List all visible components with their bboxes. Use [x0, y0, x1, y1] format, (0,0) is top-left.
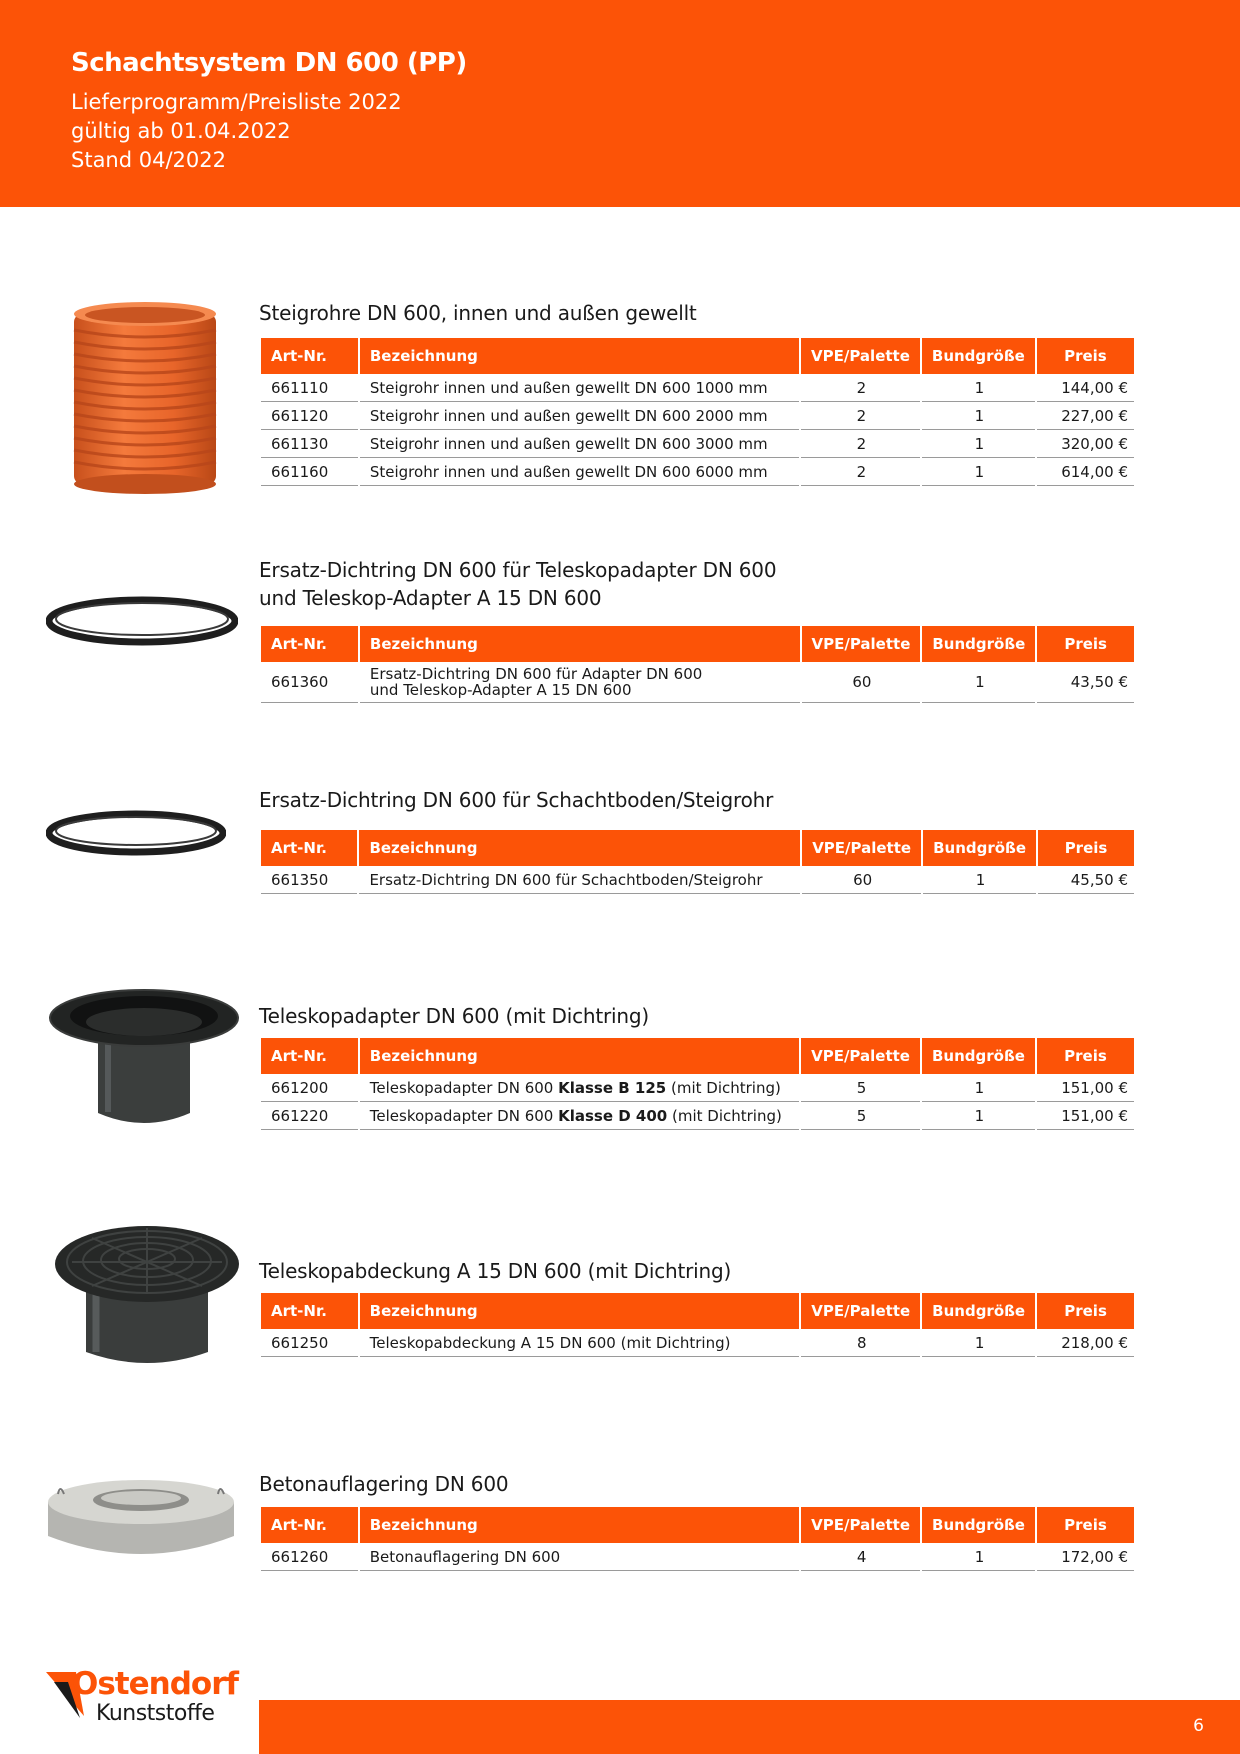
bezeichnung-suffix: (mit Dichtring) — [666, 1078, 781, 1097]
cell-bezeichnung: Betonauflagering DN 600 — [360, 1543, 799, 1571]
column-header-preis: Preis — [1038, 830, 1134, 866]
column-header-bezeichnung: Bezeichnung — [360, 1293, 800, 1329]
cell-bezeichnung: Steigrohr innen und außen gewellt DN 600 1000 mm — [360, 374, 799, 402]
cell-bund: 1 — [922, 662, 1035, 703]
column-header-vpe-palette: VPE/Palette — [802, 830, 921, 866]
column-header-art-nr: Art-Nr. — [261, 1293, 358, 1329]
cell-bezeichnung — [360, 662, 800, 703]
price-table-betonauflagering — [259, 1507, 1136, 1571]
column-header-preis: Preis — [1037, 1038, 1134, 1074]
logo-brand-text: Ostendorf — [72, 1666, 238, 1702]
column-header-bundgroesse: Bundgröße — [922, 338, 1035, 374]
table-row — [261, 866, 1134, 894]
cell-art-nr: 661360 — [261, 662, 358, 703]
telescope-cover-image — [52, 1224, 242, 1372]
company-logo — [46, 1668, 236, 1728]
cell-bezeichnung: Ersatz-Dichtring DN 600 für Schachtboden/Steigrohr — [359, 866, 800, 894]
cell-art-nr: 661110 — [261, 374, 358, 402]
table-header-row — [261, 1293, 1134, 1329]
price-table-dichtring-adapter — [259, 626, 1136, 703]
cell-preis: 227,00 € — [1037, 402, 1134, 430]
column-header-art-nr: Art-Nr. — [261, 1038, 358, 1074]
table-header-row — [261, 626, 1134, 662]
header-banner — [0, 0, 1240, 207]
logo-subtitle-text: Kunststoffe — [96, 1701, 215, 1726]
column-header-art-nr: Art-Nr. — [261, 1507, 358, 1543]
table-header-row — [261, 338, 1134, 374]
price-table-teleskopadapter — [259, 1038, 1136, 1130]
table-row — [261, 1102, 1134, 1130]
cell-preis: 151,00 € — [1037, 1074, 1134, 1102]
cell-bund: 1 — [922, 1329, 1035, 1357]
page-number: 6 — [1193, 1716, 1204, 1736]
table-header-row — [261, 830, 1134, 866]
table-row — [261, 1074, 1134, 1102]
cell-bund: 1 — [922, 1543, 1035, 1571]
column-header-preis: Preis — [1037, 1293, 1134, 1329]
cell-bund: 1 — [922, 1074, 1035, 1102]
cell-art-nr: 661260 — [261, 1543, 358, 1571]
cell-vpe: 2 — [801, 374, 920, 402]
cell-bund: 1 — [922, 430, 1035, 458]
column-header-bundgroesse: Bundgröße — [923, 830, 1036, 866]
table-row — [261, 402, 1134, 430]
cell-bezeichnung: Steigrohr innen und außen gewellt DN 600 6000 mm — [360, 458, 799, 486]
table-row — [261, 1543, 1134, 1571]
load-class-label: Klasse D 400 — [558, 1106, 668, 1125]
section-title-teleskopadapter: Teleskopadapter DN 600 (mit Dichtring) — [259, 1004, 649, 1028]
table-header-row — [261, 1507, 1134, 1543]
cell-vpe: 2 — [801, 402, 920, 430]
bezeichnung-suffix: (mit Dichtring) — [667, 1106, 782, 1125]
cell-art-nr: 661200 — [261, 1074, 358, 1102]
section-title-dichtring-schachtboden: Ersatz-Dichtring DN 600 für Schachtboden/Steigrohr — [259, 788, 774, 812]
cell-bezeichnung: Teleskopabdeckung A 15 DN 600 (mit Dichtring) — [360, 1329, 800, 1357]
column-header-art-nr: Art-Nr. — [261, 626, 358, 662]
column-header-vpe-palette: VPE/Palette — [801, 1293, 920, 1329]
column-header-bundgroesse: Bundgröße — [922, 1038, 1035, 1074]
cell-bund: 1 — [922, 374, 1035, 402]
column-header-bundgroesse: Bundgröße — [922, 1293, 1035, 1329]
cell-bezeichnung: Steigrohr innen und außen gewellt DN 600 3000 mm — [360, 430, 799, 458]
document-title: Schachtsystem DN 600 (PP) — [71, 48, 467, 78]
table-row — [261, 662, 1134, 703]
section-title-dichtring-adapter-line2: und Teleskop-Adapter A 15 DN 600 — [259, 586, 602, 610]
column-header-vpe-palette: VPE/Palette — [801, 1038, 920, 1074]
cell-preis: 45,50 € — [1038, 866, 1134, 894]
section-title-steigrohre: Steigrohre DN 600, innen und außen gewellt — [259, 301, 697, 325]
table-row — [261, 1329, 1134, 1357]
column-header-vpe-palette: VPE/Palette — [801, 338, 920, 374]
column-header-preis: Preis — [1037, 626, 1134, 662]
cell-art-nr: 661130 — [261, 430, 358, 458]
price-table-teleskopabdeckung — [259, 1293, 1136, 1357]
section-title-dichtring-adapter-line1: Ersatz-Dichtring DN 600 für Teleskopadapter DN 600 — [259, 558, 777, 582]
cell-preis: 172,00 € — [1037, 1543, 1134, 1571]
cell-vpe: 60 — [802, 866, 921, 894]
cell-bezeichnung-line1: Ersatz-Dichtring DN 600 für Adapter DN 600 — [369, 665, 703, 683]
table-row — [261, 458, 1134, 486]
table-row — [261, 374, 1134, 402]
header-subtitle-valid: gültig ab 01.04.2022 — [71, 119, 291, 143]
cell-preis: 144,00 € — [1037, 374, 1134, 402]
section-title-teleskopabdeckung: Teleskopabdeckung A 15 DN 600 (mit Dichtring) — [259, 1259, 732, 1283]
column-header-bezeichnung: Bezeichnung — [360, 1038, 799, 1074]
cell-preis: 614,00 € — [1037, 458, 1134, 486]
column-header-preis: Preis — [1037, 338, 1134, 374]
cell-vpe: 5 — [801, 1074, 920, 1102]
cell-bund: 1 — [922, 458, 1035, 486]
cell-vpe: 8 — [801, 1329, 920, 1357]
column-header-vpe-palette: VPE/Palette — [801, 1507, 920, 1543]
cell-preis: 320,00 € — [1037, 430, 1134, 458]
concrete-ring-image — [46, 1476, 236, 1562]
cell-vpe: 2 — [801, 430, 920, 458]
column-header-bezeichnung: Bezeichnung — [360, 626, 800, 662]
cell-preis: 43,50 € — [1037, 662, 1134, 703]
column-header-bezeichnung: Bezeichnung — [360, 338, 799, 374]
cell-bund: 1 — [923, 866, 1036, 894]
header-subtitle-stand: Stand 04/2022 — [71, 148, 226, 172]
cell-art-nr: 661120 — [261, 402, 358, 430]
cell-preis: 151,00 € — [1037, 1102, 1134, 1130]
column-header-bezeichnung: Bezeichnung — [360, 1507, 799, 1543]
cell-vpe: 2 — [801, 458, 920, 486]
table-header-row — [261, 1038, 1134, 1074]
footer-bar — [259, 1700, 1240, 1754]
cell-bezeichnung-line2: und Teleskop-Adapter A 15 DN 600 — [369, 681, 632, 699]
price-table-dichtring-schachtboden — [259, 830, 1136, 894]
cell-bezeichnung: Steigrohr innen und außen gewellt DN 600 2000 mm — [360, 402, 799, 430]
corrugated-pipe-image — [70, 300, 220, 496]
cell-art-nr: 661350 — [261, 866, 357, 894]
cell-bund: 1 — [922, 1102, 1035, 1130]
table-row — [261, 430, 1134, 458]
header-subtitle-program: Lieferprogramm/Preisliste 2022 — [71, 90, 402, 114]
cell-vpe: 60 — [802, 662, 921, 703]
column-header-art-nr: Art-Nr. — [261, 338, 358, 374]
column-header-preis: Preis — [1037, 1507, 1134, 1543]
cell-vpe: 5 — [801, 1102, 920, 1130]
seal-ring-image — [46, 810, 226, 856]
column-header-bezeichnung: Bezeichnung — [359, 830, 800, 866]
cell-preis: 218,00 € — [1037, 1329, 1134, 1357]
load-class-label: Klasse B 125 — [558, 1078, 667, 1097]
cell-bezeichnung — [360, 1102, 799, 1130]
section-title-betonauflagering: Betonauflagering DN 600 — [259, 1472, 509, 1496]
cell-art-nr: 661220 — [261, 1102, 358, 1130]
bezeichnung-text: Teleskopadapter DN 600 — [369, 1078, 559, 1097]
column-header-vpe-palette: VPE/Palette — [802, 626, 921, 662]
cell-art-nr: 661250 — [261, 1329, 358, 1357]
price-table-steigrohre — [259, 338, 1136, 486]
telescope-adapter-image — [48, 988, 240, 1133]
cell-art-nr: 661160 — [261, 458, 358, 486]
cell-bund: 1 — [922, 402, 1035, 430]
column-header-bundgroesse: Bundgröße — [922, 1507, 1035, 1543]
seal-ring-image — [46, 596, 238, 646]
cell-vpe: 4 — [801, 1543, 920, 1571]
column-header-bundgroesse: Bundgröße — [922, 626, 1035, 662]
bezeichnung-text: Teleskopadapter DN 600 — [369, 1106, 559, 1125]
cell-bezeichnung — [360, 1074, 799, 1102]
column-header-art-nr: Art-Nr. — [261, 830, 357, 866]
